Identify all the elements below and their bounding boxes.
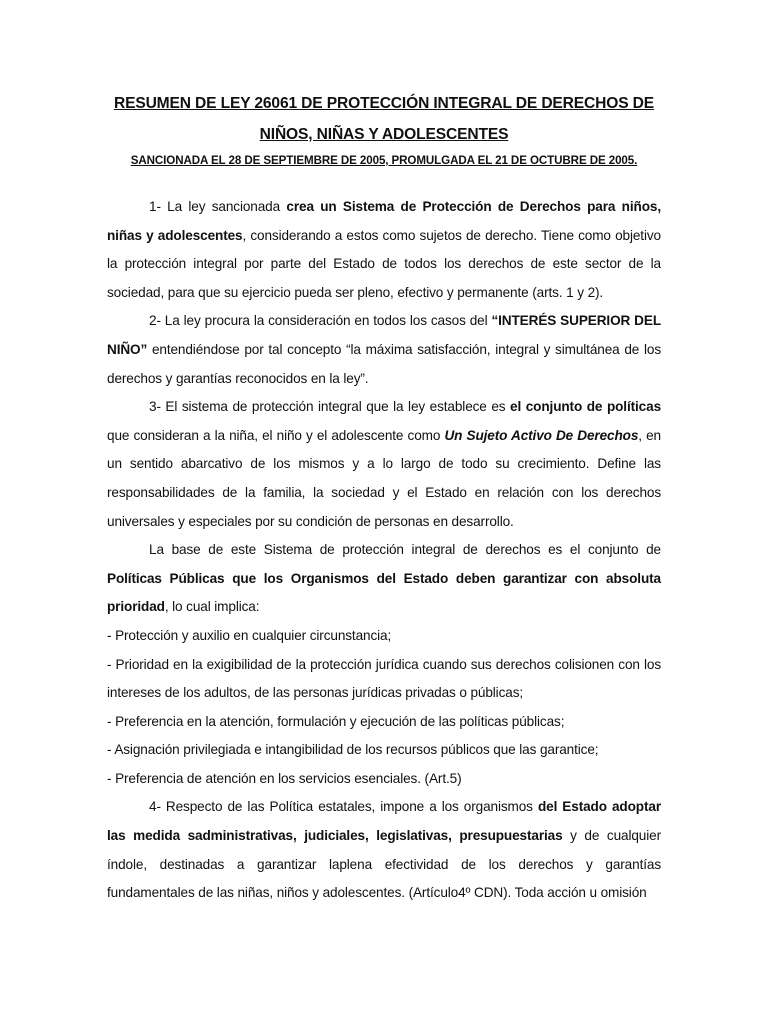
paragraph-2-text-c: entendiéndose por tal concepto “la máxima satisfacción, integral y simultánea de los derechos y garantías reconocidos en la ley”. [107, 341, 661, 386]
paragraph-1-bold: crea un Sistema de Protección de Derechos para niños, niñas y adolescentes [107, 199, 661, 243]
paragraph-1 [107, 193, 661, 307]
paragraph-2-text-a: 2- La ley procura la consideración en todos los casos del [149, 313, 492, 329]
list-item: - Prioridad en la exigibilidad de la protección jurídica cuando sus derechos colisionen con los intereses de los adultos, de las personas jurídicas privadas o públicas; [107, 656, 661, 701]
paragraph-1-text-a: 1- La ley sancionada [149, 199, 287, 214]
list-item: - Preferencia en la atención, formulación y ejecución de las políticas públicas; [107, 713, 565, 729]
paragraph-1-text-c: , considerando a estos como sujetos de derecho. Tiene como objetivo la protección integral por parte del Estado de todos los derechos de este sector de la sociedad, para que su ejercicio pueda ser pleno, efectivo y permanente (arts. 1 y 2). [107, 227, 661, 300]
list-item: - Protección y auxilio en cualquier circunstancia; [107, 627, 392, 643]
document-subtitle: SANCIONADA EL 28 DE SEPTIEMBRE DE 2005, PROMULGADA EL 21 DE OCTUBRE DE 2005. [130, 154, 638, 167]
title-line-2: NIÑOS, NIÑAS Y ADOLESCENTES [259, 126, 509, 143]
paragraph-4-text-a: La base de este Sistema de protección integral de derechos es el conjunto de [149, 542, 661, 558]
paragraph-2 [107, 307, 661, 393]
paragraph-4-text-c: , lo cual implica: [164, 599, 260, 615]
paragraph-4 [107, 536, 661, 622]
paragraph-4-bold: Políticas Públicas que los Organismos del Estado deben garantizar con absoluta prioridad [107, 570, 661, 615]
implications-list [107, 622, 661, 794]
paragraph-3-text-e: , en un sentido abarcativo de los mismos y a lo largo de todo su crecimiento. Define las responsabilidades de la familia, la sociedad y el Estado en relación con los derechos universales y especiales por su condición de personas en desarrollo. [107, 427, 662, 529]
paragraph-3-bold: el conjunto de políticas [510, 399, 662, 415]
paragraph-3-text-a: 3- El sistema de protección integral que la ley establece es [149, 399, 511, 415]
list-item: - Asignación privilegiada e intangibilidad de los recursos públicos que las garantice; [107, 742, 599, 758]
document-body [107, 193, 661, 908]
paragraph-5 [107, 793, 661, 907]
paragraph-5-text-c: y de cualquier índole, destinadas a garantizar laplena efectividad de los derechos y garantías fundamentales de las niñas, niños y adolescentes. (Artículo4º CDN). Toda acción u omisión [107, 828, 661, 901]
document-title [107, 88, 661, 150]
list-item: - Preferencia de atención en los servicios esenciales. (Art.5) [107, 770, 462, 786]
paragraph-3-bold-italic: Un Sujeto Activo De Derechos [444, 427, 639, 443]
paragraph-2-bold: “INTERÉS SUPERIOR DEL NIÑO” [107, 313, 662, 357]
paragraph-5-text-a: 4- Respecto de las Política estatales, impone a los organismos [149, 799, 538, 815]
paragraph-5-bold: del Estado adoptar las medida sadministrativas, judiciales, legislativas, presupuestarias [107, 799, 661, 844]
title-line-1: RESUMEN DE LEY 26061 DE PROTECCIÓN INTEGRAL DE DERECHOS DE [113, 95, 655, 112]
paragraph-3-text-c: que consideran a la niña, el niño y el adolescente como [107, 427, 445, 443]
paragraph-3 [107, 393, 661, 536]
